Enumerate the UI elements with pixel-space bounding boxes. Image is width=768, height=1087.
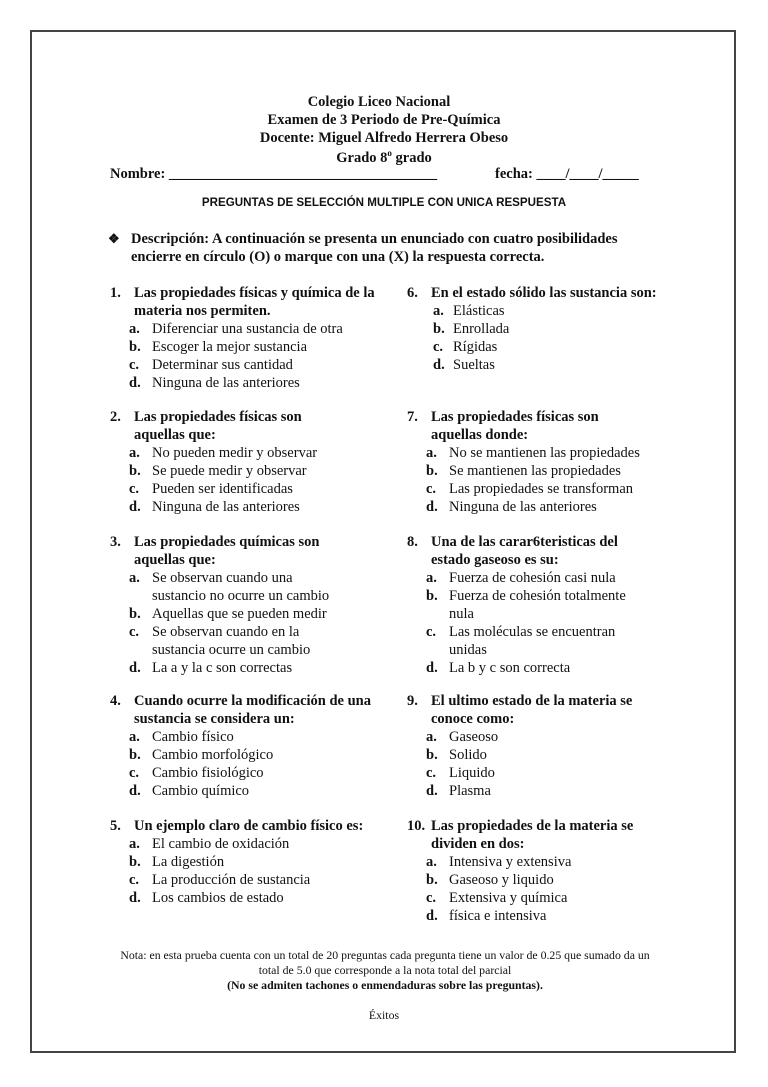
option-letter: c. [426,624,437,640]
school-name: Colegio Liceo Nacional [307,94,451,110]
option-b[interactable] [110,605,345,623]
option-letter: a. [426,445,437,461]
option-text: La digestión [152,854,225,870]
option-a[interactable] [407,302,657,320]
option-b[interactable] [110,462,350,480]
option-text: Intensiva y extensiva [449,854,572,870]
option-a[interactable] [407,444,647,462]
option-letter: d. [129,499,141,515]
option-letter: a. [129,729,140,745]
option-text: Ninguna de las anteriores [449,499,597,515]
option-text: Ninguna de las anteriores [152,375,300,391]
option-d[interactable] [407,907,657,925]
option-letter: c. [129,624,140,640]
option-text: Solido [449,747,487,763]
question-number: 3. [110,534,121,550]
option-text: Plasma [449,783,491,799]
section-title: PREGUNTAS DE SELECCIÓN MULTIPLE CON UNICA RESPUESTA [201,196,567,209]
option-text: No pueden medir y observar [152,445,318,461]
option-d[interactable] [407,356,657,374]
question-text: En el estado sólido las sustancia son: [431,285,657,301]
option-b[interactable] [110,746,375,764]
option-text: Enrollada [453,321,510,337]
option-text: Ninguna de las anteriores [152,499,300,515]
teacher-name [0,130,768,147]
option-letter: c. [129,872,140,888]
instructions-text: Descripción: A continuación se presenta un enunciado con cuatro posibilidades encierre en círculo (O) o marque con una (X) la respuesta correcta. [131,231,618,265]
question-text: Una de las carar6teristicas del estado gaseoso es su: [431,534,618,568]
option-text: Sueltas [453,357,495,373]
option-text: Escoger la mejor sustancia [152,339,308,355]
option-b[interactable] [407,587,642,623]
option-letter: c. [426,481,437,497]
grade-superscript: o [387,148,392,158]
option-letter: a. [426,854,437,870]
option-b[interactable] [110,338,380,356]
option-text: Gaseoso [449,729,499,745]
option-text: Determinar sus cantidad [152,357,293,373]
option-letter: a. [129,321,140,337]
option-text: La a y la c son correctas [152,660,293,676]
option-text: Fuerza de cohesión casi nula [449,570,616,586]
option-letter: c. [426,765,437,781]
option-letter: b. [129,854,141,870]
option-letter: b. [426,463,438,479]
option-letter: d. [426,908,438,924]
option-letter: c. [433,339,444,355]
option-d[interactable] [407,782,657,800]
option-d[interactable] [110,659,345,677]
option-letter: a. [426,570,437,586]
option-b[interactable] [407,746,657,764]
option-text: No se mantienen las propiedades [449,445,640,461]
option-letter: b. [129,606,141,622]
question-8 [407,533,642,677]
option-text: Extensiva y química [449,890,568,906]
option-letter: a. [129,445,140,461]
question-9 [407,692,657,800]
option-c[interactable] [110,623,345,659]
grade-line [0,148,768,167]
option-d[interactable] [110,498,350,516]
option-text: El cambio de oxidación [152,836,290,852]
option-d[interactable] [110,374,380,392]
option-a[interactable] [110,835,380,853]
option-letter: c. [129,481,140,497]
option-text: La b y c son correcta [449,660,571,676]
option-text: Cambio físico [152,729,234,745]
option-text: Se observan cuando en la sustancia ocurre un cambio [152,624,311,658]
option-letter: d. [129,783,141,799]
option-letter: a. [433,303,444,319]
option-a[interactable] [110,444,350,462]
option-text: Diferenciar una sustancia de otra [152,321,343,337]
option-letter: b. [129,339,141,355]
option-c[interactable] [110,871,380,889]
option-text: física e intensiva [449,908,547,924]
instructions [108,230,668,266]
option-b[interactable] [407,462,647,480]
teacher-text: Docente: Miguel Alfredo Herrera Obeso [259,130,509,146]
option-text: La producción de sustancia [152,872,311,888]
option-b[interactable] [110,853,380,871]
option-d[interactable] [407,498,647,516]
option-letter: a. [129,836,140,852]
question-text: El ultimo estado de la materia se conoce como: [431,693,633,727]
question-number: 10. [407,818,426,834]
question-3 [110,533,345,677]
option-c[interactable] [407,480,647,498]
question-text: Las propiedades físicas son aquellas que: [134,409,302,443]
closing-text: Éxitos [368,1008,400,1022]
option-letter: d. [129,890,141,906]
question-text: Las propiedades físicas son aquellas donde: [431,409,599,443]
option-letter: d. [129,375,141,391]
grade-text: Grado 8 [336,149,388,166]
option-a[interactable] [110,569,345,605]
option-c[interactable] [407,338,657,356]
option-b[interactable] [407,871,657,889]
option-letter: c. [129,765,140,781]
question-number: 2. [110,409,121,425]
option-letter: b. [426,872,438,888]
option-text: Cambio fisiológico [152,765,264,781]
question-5 [110,817,380,907]
option-letter: b. [426,588,438,604]
option-text: Rígidas [453,339,498,355]
option-text: Liquido [449,765,495,781]
option-text: Elásticas [453,303,505,319]
question-number: 8. [407,534,418,550]
question-number: 4. [110,693,121,709]
diamond-bullet-icon: ❖ [108,231,120,246]
option-c[interactable] [407,889,657,907]
question-number: 7. [407,409,418,425]
note-text: Nota: en esta prueba cuenta con un total de 20 preguntas cada pregunta tiene un valor de 0.25 que sumado da un total de 5.0 que corresponde a la nota total del parcial [120,948,650,977]
option-d[interactable] [110,782,375,800]
question-number: 6. [407,285,418,301]
option-text: Se puede medir y observar [152,463,307,479]
option-c[interactable] [110,356,380,374]
option-a[interactable] [407,728,657,746]
option-text: Cambio morfológico [152,747,274,763]
option-text: Se observan cuando una sustancio no ocurre un cambio [152,570,330,604]
warning-text: (No se admiten tachones o enmendaduras sobre las preguntas). [227,978,543,992]
option-letter: a. [129,570,140,586]
option-letter: c. [426,890,437,906]
question-text: Las propiedades físicas y química de la materia nos permiten. [134,285,375,319]
option-text: Los cambios de estado [152,890,284,906]
grade-suffix: grado [391,149,432,166]
option-d[interactable] [110,889,380,907]
question-6 [407,284,657,374]
question-2 [110,408,350,516]
option-text: Las propiedades se transforman [449,481,634,497]
option-a[interactable] [110,728,375,746]
option-c[interactable] [407,764,657,782]
exam-title: Examen de 3 Periodo de Pre-Química [267,112,501,128]
question-4 [110,692,375,800]
question-text: Las propiedades químicas son aquellas que: [134,534,320,568]
option-text: Aquellas que se pueden medir [152,606,327,622]
option-a[interactable] [407,853,657,871]
option-b[interactable] [407,320,657,338]
option-letter: d. [433,357,445,373]
option-a[interactable] [110,320,380,338]
option-text: Se mantienen las propiedades [449,463,621,479]
option-letter: c. [129,357,140,373]
option-d[interactable] [407,659,642,677]
option-text: Gaseoso y liquido [449,872,554,888]
option-c[interactable] [407,623,642,659]
option-letter: a. [426,729,437,745]
option-letter: b. [426,747,438,763]
option-letter: d. [129,660,141,676]
question-10 [407,817,657,925]
option-text: Pueden ser identificadas [152,481,293,497]
footer-note [110,948,660,993]
option-letter: b. [129,463,141,479]
question-1 [110,284,380,392]
question-text: Cuando ocurre la modificación de una sustancia se considera un: [134,693,371,727]
option-letter: b. [129,747,141,763]
question-number: 1. [110,285,121,301]
option-c[interactable] [110,480,350,498]
name-field[interactable]: Nombre: _____________________________________ [110,166,438,182]
question-number: 9. [407,693,418,709]
question-text: Un ejemplo claro de cambio físico es: [134,818,364,834]
option-text: Las moléculas se encuentran unidas [449,624,616,658]
option-letter: d. [426,783,438,799]
question-text: Las propiedades de la materia se dividen en dos: [431,818,634,852]
option-letter: d. [426,499,438,515]
option-letter: b. [433,321,445,337]
question-7 [407,408,647,516]
option-c[interactable] [110,764,375,782]
option-text: Cambio químico [152,783,250,799]
option-a[interactable] [407,569,642,587]
question-number: 5. [110,818,121,834]
option-text: Fuerza de cohesión totalmente nula [449,588,626,622]
option-letter: d. [426,660,438,676]
date-field[interactable]: fecha: ____/____/_____ [495,166,639,182]
